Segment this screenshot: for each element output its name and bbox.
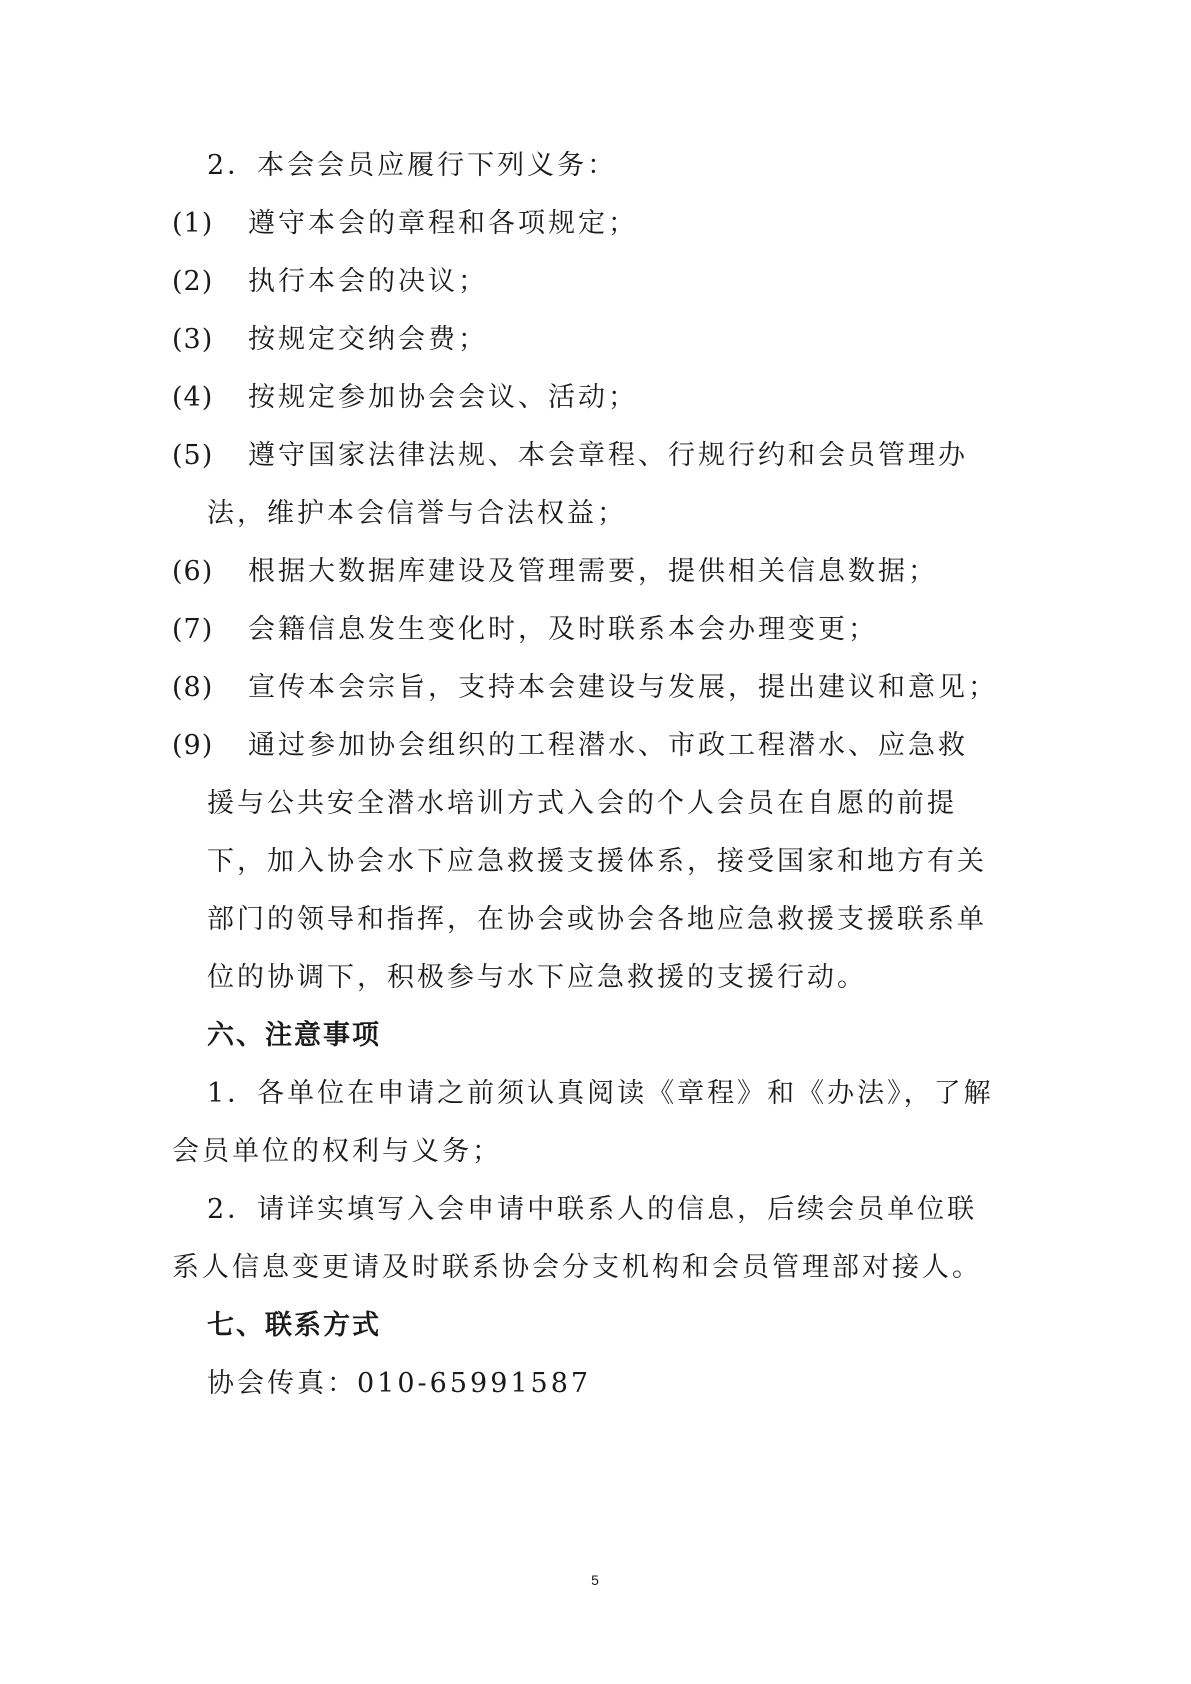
item-text: 按规定参加协会会议、活动； [248, 382, 638, 413]
item-text: 会籍信息发生变化时，及时联系本会办理变更； [248, 614, 878, 645]
item-number: (3) [172, 324, 214, 355]
page-number: 5 [591, 1572, 599, 1588]
section-heading-contact: 七、联系方式 [207, 1310, 381, 1341]
item-text: 按规定交纳会费； [248, 324, 488, 355]
item-text-continued: 位的协调下，积极参与水下应急救援的支援行动。 [207, 962, 867, 993]
notes-paragraph-2-continued: 系人信息变更请及时联系协会分支机构和会员管理部对接人。 [172, 1252, 982, 1283]
item-text-continued: 下，加入协会水下应急救援支援体系，接受国家和地方有关 [207, 846, 987, 877]
item-text: 通过参加协会组织的工程潜水、市政工程潜水、应急救 [248, 730, 968, 761]
item-number: (1) [172, 208, 214, 239]
item-text: 宣传本会宗旨，支持本会建设与发展，提出建议和意见； [248, 672, 998, 703]
item-text: 根据大数据库建设及管理需要，提供相关信息数据； [248, 556, 938, 587]
contact-fax: 协会传真：010-65991587 [207, 1368, 592, 1399]
item-text: 执行本会的决议； [248, 266, 488, 297]
item-text-continued: 援与公共安全潜水培训方式入会的个人会员在自愿的前提 [207, 788, 957, 819]
item-number: (9) [172, 730, 214, 761]
item-number: (8) [172, 672, 214, 703]
item-number: (4) [172, 382, 214, 413]
item-number: (7) [172, 614, 214, 645]
item-text: 遵守本会的章程和各项规定； [248, 208, 638, 239]
item-text-continued: 法，维护本会信誉与合法权益； [207, 498, 627, 529]
duties-intro: 2．本会会员应履行下列义务： [207, 150, 618, 181]
notes-paragraph-2: 2．请详实填写入会申请中联系人的信息，后续会员单位联 [207, 1194, 978, 1225]
notes-paragraph-1: 1．各单位在申请之前须认真阅读《章程》和《办法》，了解 [207, 1078, 994, 1109]
notes-paragraph-1-continued: 会员单位的权利与义务； [172, 1136, 502, 1167]
item-text-continued: 部门的领导和指挥，在协会或协会各地应急救援支援联系单 [207, 904, 987, 935]
section-heading-notes: 六、注意事项 [207, 1020, 381, 1051]
item-text: 遵守国家法律法规、本会章程、行规行约和会员管理办 [248, 440, 968, 471]
item-number: (6) [172, 556, 214, 587]
item-number: (5) [172, 440, 214, 471]
item-number: (2) [172, 266, 214, 297]
